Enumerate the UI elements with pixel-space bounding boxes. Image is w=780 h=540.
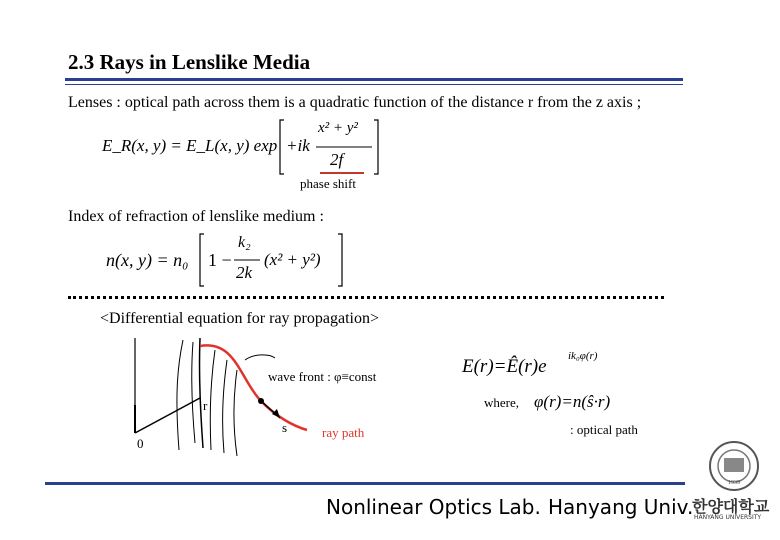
wavefront-line	[177, 340, 183, 450]
seal-icon	[708, 440, 760, 492]
page-title: 2.3 Rays in Lenslike Media	[68, 50, 311, 74]
footer-rule	[45, 482, 685, 485]
r-label: r	[203, 398, 208, 413]
index-equation	[106, 232, 356, 292]
wavefront-line	[234, 370, 237, 456]
eq2-tail: (x² + y²)	[264, 250, 321, 269]
optical-path-label: : optical path	[570, 422, 638, 437]
svg-text:1939: 1939	[728, 480, 740, 486]
position-vector-r	[135, 398, 200, 433]
where-label: where,	[484, 395, 520, 410]
ray-diagram	[125, 338, 425, 463]
eq2-lhs: n(x, y) = n₀	[106, 250, 189, 270]
eq1-denominator: 2f	[330, 150, 344, 169]
ray-path-curve	[200, 345, 307, 430]
title-rule-thin	[65, 84, 683, 85]
wavefront-line	[210, 350, 215, 450]
index-heading: Index of refraction of lenslike medium :	[68, 208, 324, 225]
eq2-prefix: 1 −	[208, 250, 232, 270]
ray-path-label: ray path	[322, 425, 365, 440]
wavefront-label: wave front : φ≡const	[268, 369, 377, 384]
logo-hangul: 한양대학교	[692, 497, 770, 516]
dotted-separator	[68, 296, 664, 299]
wavefront-line	[245, 355, 275, 360]
phi-definition: φ(r)=n(ŝ·r)	[534, 392, 611, 411]
phase-underline	[320, 172, 364, 174]
eq2-frac-num: k₂	[238, 234, 251, 251]
s-label: s	[282, 420, 288, 435]
section-subheading: <Differential equation for ray propagation>	[100, 310, 379, 327]
eq2-frac-den: 2k	[236, 263, 253, 282]
wavefront-line	[223, 360, 227, 453]
field-exponent: ik₀φ(r)	[568, 350, 598, 362]
wavefront-line	[199, 338, 203, 448]
eq1-lhs: E_R(x, y) = E_L(x, y) exp	[102, 136, 278, 155]
wavefront-line	[192, 342, 195, 443]
origin-label: 0	[137, 436, 144, 451]
intro-text: Lenses : optical path across them is a quadratic function of the distance r from the z axis ;	[68, 94, 642, 111]
lens-equation	[102, 118, 382, 178]
phase-shift-label: phase shift	[300, 176, 356, 191]
logo-english: HANYANG UNIVERSITY	[694, 514, 762, 521]
title-rule	[65, 78, 683, 81]
field-equation: E(r)=Ê(r)e	[462, 356, 547, 377]
university-logo	[690, 440, 778, 534]
eq1-prefix: +ik	[286, 136, 310, 155]
eq1-numerator: x² + y²	[318, 120, 358, 136]
university-name: Hanyang Univ.	[548, 495, 694, 519]
lab-name: Nonlinear Optics Lab.	[326, 495, 541, 519]
